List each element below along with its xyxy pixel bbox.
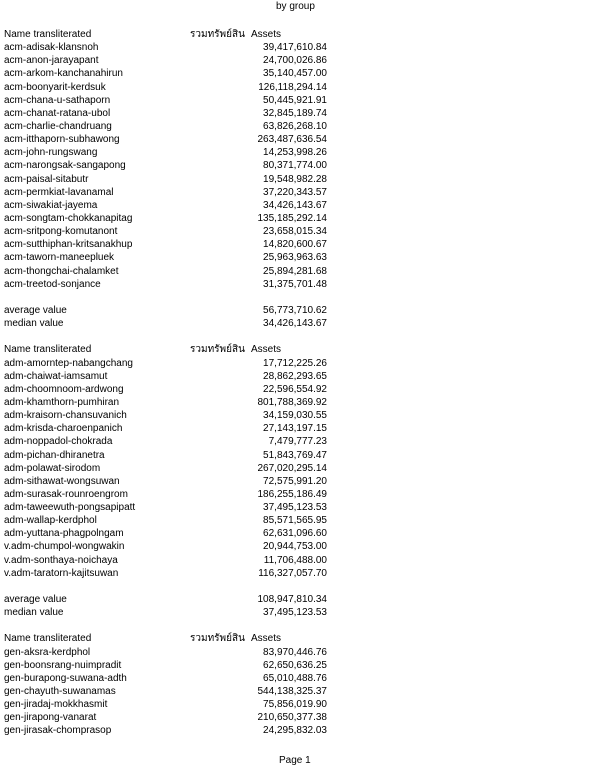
table-row xyxy=(0,488,594,501)
report-table xyxy=(0,28,594,738)
column-header-row xyxy=(0,343,594,356)
row-assets-value: 28,862,293.65 xyxy=(263,370,327,382)
table-row xyxy=(0,120,594,133)
row-name: acm-siwakiat-jayema xyxy=(4,199,98,211)
stat-label: median value xyxy=(4,318,64,330)
column-header-assets: Assets xyxy=(251,29,282,40)
row-name: gen-jiradaj-mokkhasmit xyxy=(4,699,108,711)
row-assets-value: 263,487,636.54 xyxy=(257,134,327,146)
row-name: acm-anon-jarayapant xyxy=(4,55,99,67)
row-name: acm-arkom-kanchanahirun xyxy=(4,68,123,80)
spacer xyxy=(0,580,594,593)
row-assets-value: 75,856,019.90 xyxy=(263,699,327,711)
row-assets-value: 24,700,026.86 xyxy=(263,55,327,67)
table-row xyxy=(0,225,594,238)
row-name: acm-thongchai-chalamket xyxy=(4,265,119,277)
table-row xyxy=(0,159,594,172)
row-name: acm-charlie-chandruang xyxy=(4,120,112,132)
row-name: adm-choomnoom-ardwong xyxy=(4,383,124,395)
table-row xyxy=(0,724,594,737)
table-row xyxy=(0,133,594,146)
row-assets-value: 35,140,457.00 xyxy=(263,68,327,80)
table-row xyxy=(0,422,594,435)
table-row xyxy=(0,698,594,711)
table-row xyxy=(0,659,594,672)
table-row xyxy=(0,67,594,80)
page-header xyxy=(0,1,594,13)
table-row xyxy=(0,685,594,698)
row-assets-value: 11,706,488.00 xyxy=(263,554,327,566)
row-assets-value: 25,963,963.63 xyxy=(263,252,327,264)
row-assets-value: 801,788,369.92 xyxy=(257,396,327,408)
row-assets-value: 20,944,753.00 xyxy=(263,541,327,553)
row-assets-value: 62,631,096.60 xyxy=(263,528,327,540)
table-row xyxy=(0,554,594,567)
table-row xyxy=(0,41,594,54)
row-name: gen-jirasak-chomprasop xyxy=(4,725,112,737)
table-row xyxy=(0,527,594,540)
row-name: adm-khamthorn-pumhiran xyxy=(4,396,120,408)
stat-value: 34,426,143.67 xyxy=(263,318,327,330)
row-assets-value: 267,020,295.14 xyxy=(257,462,327,474)
table-row xyxy=(0,251,594,264)
table-row xyxy=(0,672,594,685)
row-assets-value: 23,658,015.34 xyxy=(263,226,327,238)
table-row xyxy=(0,462,594,475)
table-row xyxy=(0,396,594,409)
row-assets-value: 65,010,488.76 xyxy=(263,672,327,684)
stat-row xyxy=(0,317,594,330)
row-name: gen-jirapong-vanarat xyxy=(4,712,97,724)
row-assets-value: 31,375,701.48 xyxy=(263,278,327,290)
row-assets-value: 34,159,030.55 xyxy=(263,410,327,422)
row-name: acm-songtam-chokkanapitag xyxy=(4,212,133,224)
row-name: acm-sritpong-komutanont xyxy=(4,226,118,238)
row-assets-value: 17,712,225.26 xyxy=(263,357,327,369)
table-row xyxy=(0,186,594,199)
row-assets-value: 62,650,636.25 xyxy=(263,659,327,671)
row-assets-value: 85,571,565.95 xyxy=(263,515,327,527)
column-header-thai: รวมทรัพย์สิน xyxy=(190,633,245,645)
row-name: acm-itthaporn-subhawong xyxy=(4,134,120,146)
table-row xyxy=(0,646,594,659)
column-header-name: Name transliterated xyxy=(4,29,92,40)
table-row xyxy=(0,383,594,396)
row-assets-value: 37,220,343.57 xyxy=(263,186,327,198)
table-row xyxy=(0,54,594,67)
stat-row xyxy=(0,606,594,619)
table-row xyxy=(0,540,594,553)
group-section xyxy=(0,343,594,632)
row-assets-value: 25,894,281.68 xyxy=(263,265,327,277)
table-row xyxy=(0,146,594,159)
row-assets-value: 24,295,832.03 xyxy=(263,725,327,737)
row-name: gen-aksra-kerdphol xyxy=(4,646,91,658)
table-row xyxy=(0,94,594,107)
column-header-name: Name transliterated xyxy=(4,633,92,645)
row-name: adm-noppadol-chokrada xyxy=(4,436,113,448)
column-header-name: Name transliterated xyxy=(4,344,92,356)
table-row xyxy=(0,357,594,370)
table-row xyxy=(0,501,594,514)
page-number: Page 1 xyxy=(279,755,311,766)
row-name: adm-amorntep-nabangchang xyxy=(4,357,133,369)
row-name: adm-surasak-rounroengrom xyxy=(4,488,128,500)
row-name: acm-boonyarit-kerdsuk xyxy=(4,81,106,93)
row-name: adm-taweewuth-pongsapipatt xyxy=(4,502,136,514)
spacer xyxy=(0,330,594,343)
table-row xyxy=(0,212,594,225)
stat-row xyxy=(0,593,594,606)
stat-label: average value xyxy=(4,304,67,316)
row-assets-value: 27,143,197.15 xyxy=(263,423,327,435)
column-header-thai: รวมทรัพย์สิน xyxy=(190,29,245,40)
stat-label: median value xyxy=(4,607,64,619)
column-header-row xyxy=(0,632,594,645)
row-assets-value: 210,650,377.38 xyxy=(257,712,327,724)
row-assets-value: 51,843,769.47 xyxy=(263,449,327,461)
row-assets-value: 135,185,292.14 xyxy=(257,212,327,224)
stat-row xyxy=(0,304,594,317)
row-assets-value: 72,575,991.20 xyxy=(263,475,327,487)
table-row xyxy=(0,173,594,186)
column-header-row xyxy=(0,28,594,41)
column-header-assets: Assets xyxy=(251,633,282,645)
spacer xyxy=(0,619,594,632)
column-header-thai: รวมทรัพย์สิน xyxy=(190,344,245,356)
row-assets-value: 186,255,186.49 xyxy=(257,488,327,500)
row-assets-value: 32,845,189.74 xyxy=(263,107,327,119)
group-section xyxy=(0,632,594,737)
row-name: adm-yuttana-phagpolngam xyxy=(4,528,124,540)
table-row xyxy=(0,409,594,422)
row-name: acm-sutthiphan-kritsanakhup xyxy=(4,239,133,251)
page-header-text: by group xyxy=(276,1,315,12)
row-assets-value: 19,548,982.28 xyxy=(263,173,327,185)
row-name: gen-boonsrang-nuimpradit xyxy=(4,659,122,671)
table-row xyxy=(0,265,594,278)
stat-value: 108,947,810.34 xyxy=(257,594,327,606)
stat-value: 56,773,710.62 xyxy=(263,304,327,316)
table-row xyxy=(0,435,594,448)
table-row xyxy=(0,107,594,120)
table-row xyxy=(0,567,594,580)
row-name: adm-polawat-sirodom xyxy=(4,462,101,474)
stat-label: average value xyxy=(4,594,67,606)
row-name: adm-chaiwat-iamsamut xyxy=(4,370,108,382)
row-assets-value: 63,826,268.10 xyxy=(263,120,327,132)
row-name: adm-krisda-charoenpanich xyxy=(4,423,123,435)
group-section xyxy=(0,28,594,343)
table-row xyxy=(0,81,594,94)
row-assets-value: 14,820,600.67 xyxy=(263,239,327,251)
row-assets-value: 80,371,774.00 xyxy=(263,160,327,172)
row-assets-value: 83,970,446.76 xyxy=(263,646,327,658)
row-name: acm-narongsak-sangapong xyxy=(4,160,126,172)
stat-value: 37,495,123.53 xyxy=(263,607,327,619)
column-header-assets: Assets xyxy=(251,344,282,356)
row-name: gen-chayuth-suwanamas xyxy=(4,686,116,698)
table-row xyxy=(0,370,594,383)
row-assets-value: 7,479,777.23 xyxy=(268,436,327,448)
table-row xyxy=(0,278,594,291)
row-assets-value: 544,138,325.37 xyxy=(257,686,327,698)
row-name: adm-sithawat-wongsuwan xyxy=(4,475,120,487)
row-name: v.adm-sonthaya-noichaya xyxy=(4,554,118,566)
spacer xyxy=(0,291,594,304)
table-row xyxy=(0,475,594,488)
row-name: acm-chanat-ratana-ubol xyxy=(4,107,111,119)
row-assets-value: 126,118,294.14 xyxy=(258,81,327,93)
row-name: gen-burapong-suwana-adth xyxy=(4,672,127,684)
table-row xyxy=(0,199,594,212)
row-assets-value: 39,417,610.84 xyxy=(263,42,327,54)
row-assets-value: 37,495,123.53 xyxy=(263,502,327,514)
table-row xyxy=(0,449,594,462)
row-name: acm-taworn-maneepluek xyxy=(4,252,115,264)
row-name: acm-adisak-klansnoh xyxy=(4,42,99,54)
row-name: adm-pichan-dhiranetra xyxy=(4,449,105,461)
row-name: acm-chana-u-sathaporn xyxy=(4,94,111,106)
row-name: acm-john-rungswang xyxy=(4,147,98,159)
row-assets-value: 50,445,921.91 xyxy=(263,94,327,106)
row-assets-value: 14,253,998.26 xyxy=(263,147,327,159)
row-name: adm-wallap-kerdphol xyxy=(4,515,97,527)
row-name: v.adm-taratorn-kajitsuwan xyxy=(4,567,119,579)
row-name: acm-treetod-sonjance xyxy=(4,278,101,290)
table-row xyxy=(0,238,594,251)
row-name: acm-paisal-sitabutr xyxy=(4,173,89,185)
row-assets-value: 22,596,554.92 xyxy=(263,383,327,395)
row-assets-value: 116,327,057.70 xyxy=(258,567,327,579)
table-row xyxy=(0,514,594,527)
row-assets-value: 34,426,143.67 xyxy=(263,199,327,211)
row-name: acm-permkiat-lavanamal xyxy=(4,186,114,198)
row-name: v.adm-chumpol-wongwakin xyxy=(4,541,125,553)
row-name: adm-kraisorn-chansuvanich xyxy=(4,410,127,422)
table-row xyxy=(0,711,594,724)
